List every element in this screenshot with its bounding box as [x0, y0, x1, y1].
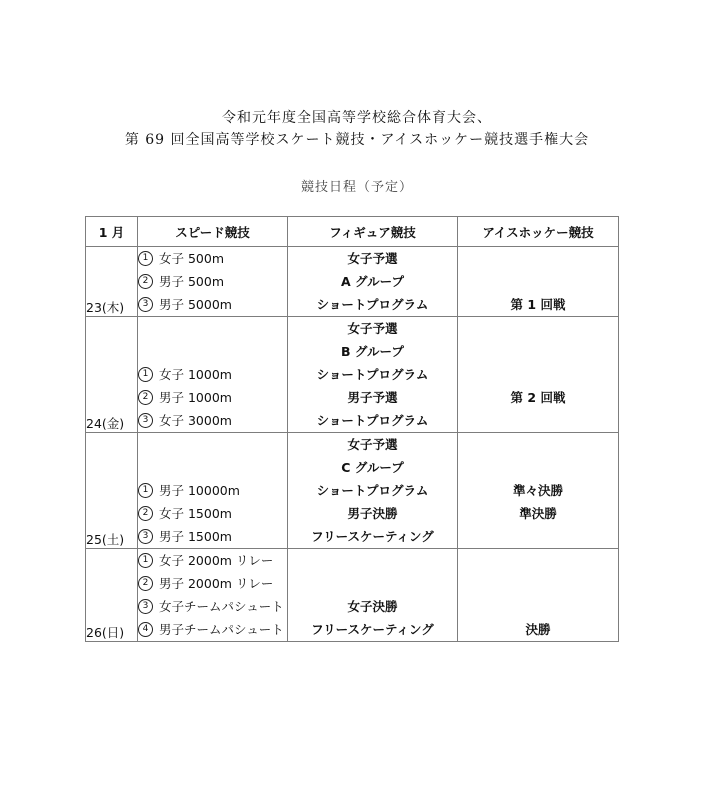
event-number-badge: 1 [138, 367, 153, 382]
title-line-1: 令和元年度全国高等学校総合体育大会、 [222, 110, 492, 126]
header-row [86, 217, 619, 247]
schedule-subtitle: 競技日程（予定） [300, 180, 413, 195]
event-number-badge: 3 [138, 413, 153, 428]
speed-event [138, 247, 287, 270]
event-number-badge: 1 [138, 553, 153, 568]
speed-event [138, 549, 287, 572]
speed-event [138, 409, 287, 432]
speed-event [138, 363, 287, 386]
day-cell: 24(金) [86, 317, 138, 433]
speed-event [138, 572, 287, 595]
speed-events-cell [138, 433, 288, 549]
speed-event-label: 男子 1000m [159, 390, 232, 405]
hockey-event-line: 第 2 回戦 [510, 390, 566, 405]
event-number-badge: 4 [138, 622, 153, 637]
col-header-speed: スピード競技 [138, 217, 288, 247]
hockey-events-cell [458, 433, 619, 549]
speed-event [138, 270, 287, 293]
day-cell: 25(土) [86, 433, 138, 549]
event-number-badge: 1 [138, 251, 153, 266]
hockey-event-line: 第 1 回戦 [510, 297, 566, 312]
figure-event-line: 男子決勝 [347, 506, 398, 521]
event-number-badge: 1 [138, 483, 153, 498]
schedule-row [86, 247, 619, 317]
figure-event-line: B グループ [341, 344, 404, 359]
spacer [458, 525, 618, 548]
title-line-2: 第 69 回全国高等学校スケート競技・アイスホッケー競技選手権大会 [124, 132, 590, 148]
speed-events-cell [138, 247, 288, 317]
hockey-event-line: 決勝 [525, 622, 551, 637]
speed-event-label: 男子 10000m [159, 483, 240, 498]
speed-event-label: 男子 2000m リレー [159, 576, 274, 591]
schedule-row [86, 317, 619, 433]
schedule-row [86, 549, 619, 642]
figure-event-line: ショートプログラム [316, 483, 429, 498]
speed-event-label: 女子 1500m [159, 506, 232, 521]
figure-event-line: フリースケーティング [311, 529, 434, 544]
speed-event [138, 618, 287, 641]
speed-events-cell [138, 317, 288, 433]
event-number-badge: 3 [138, 529, 153, 544]
figure-event-line: 女子決勝 [347, 599, 398, 614]
speed-event [138, 525, 287, 548]
speed-event [138, 479, 287, 502]
figure-event-line: 男子予選 [347, 390, 398, 405]
col-header-hockey: アイスホッケー競技 [458, 217, 619, 247]
figure-event-line: 女子予選 [347, 251, 398, 266]
schedule-table [85, 216, 619, 642]
speed-event [138, 386, 287, 409]
figure-event-line: ショートプログラム [316, 297, 429, 312]
col-header-month: 1 月 [86, 217, 138, 247]
speed-event-label: 女子 1000m [159, 367, 232, 382]
speed-event-label: 女子 500m [159, 251, 225, 266]
figure-event-line: フリースケーティング [311, 622, 434, 637]
hockey-events-cell [458, 247, 619, 317]
col-header-figure: フィギュア競技 [288, 217, 458, 247]
figure-event-line: 女子予選 [347, 321, 398, 336]
figure-event-line: ショートプログラム [316, 413, 429, 428]
hockey-events-cell [458, 549, 619, 642]
speed-event-label: 男子 500m [159, 274, 225, 289]
hockey-events-cell [458, 317, 619, 433]
figure-event-line: C グループ [341, 460, 404, 475]
speed-event-label: 女子チームパシュート [159, 599, 284, 614]
hockey-event-line: 準々決勝 [512, 483, 563, 498]
figure-events-cell [288, 317, 458, 433]
speed-event-label: 男子チームパシュート [159, 622, 284, 637]
speed-events-cell [138, 549, 288, 642]
event-number-badge: 2 [138, 576, 153, 591]
figure-event-line: 女子予選 [347, 437, 398, 452]
event-number-badge: 3 [138, 297, 153, 312]
figure-events-cell [288, 247, 458, 317]
speed-event-label: 男子 5000m [159, 297, 232, 312]
speed-event [138, 502, 287, 525]
figure-event-line: ショートプログラム [316, 367, 429, 382]
schedule-row [86, 433, 619, 549]
day-cell: 26(日) [86, 549, 138, 642]
speed-event-label: 男子 1500m [159, 529, 232, 544]
event-number-badge: 2 [138, 506, 153, 521]
figure-events-cell [288, 549, 458, 642]
day-cell: 23(木) [86, 247, 138, 317]
speed-event [138, 293, 287, 316]
figure-event-line: A グループ [340, 274, 405, 289]
speed-event-label: 女子 2000m リレー [159, 553, 274, 568]
event-number-badge: 3 [138, 599, 153, 614]
spacer [458, 409, 618, 432]
figure-events-cell [288, 433, 458, 549]
speed-event [138, 595, 287, 618]
event-number-badge: 2 [138, 274, 153, 289]
event-number-badge: 2 [138, 390, 153, 405]
speed-event-label: 女子 3000m [159, 413, 232, 428]
hockey-event-line: 準決勝 [519, 506, 557, 521]
